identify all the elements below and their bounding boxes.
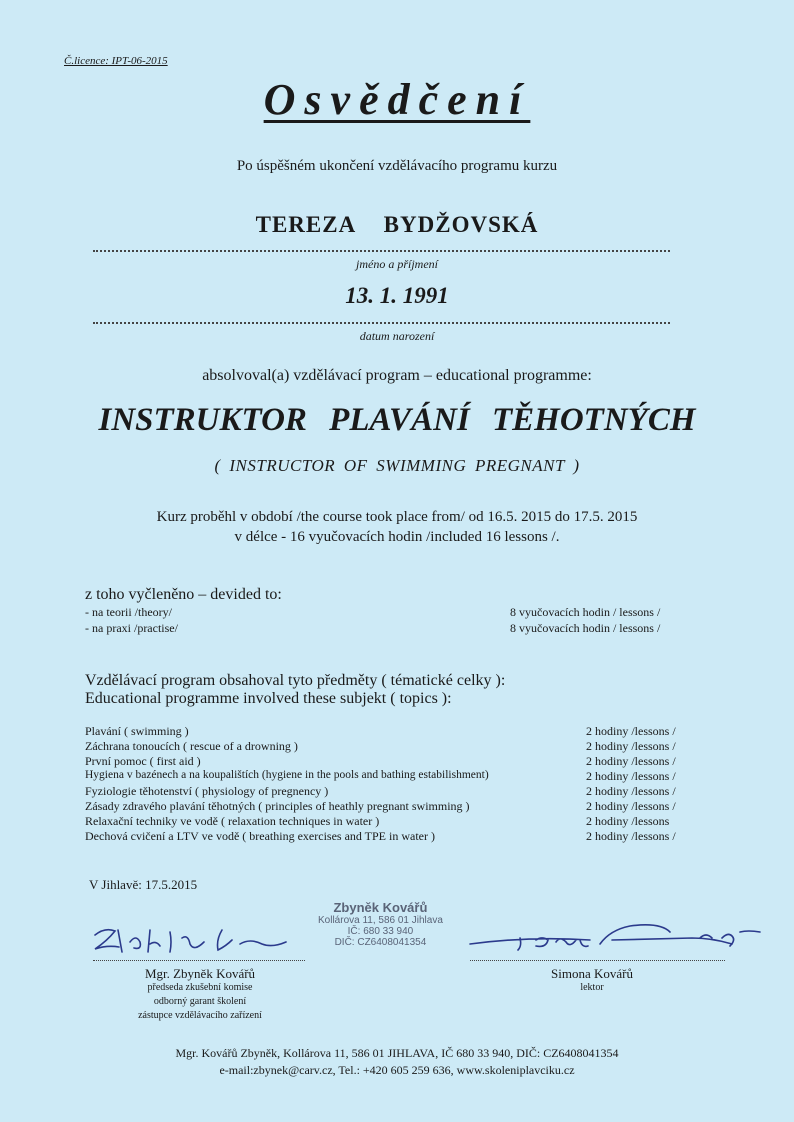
stamp-ic: IČ: 680 33 940 (347, 926, 414, 937)
right-signature-line (470, 960, 725, 961)
stamp-title: Zbyněk Kovářů (333, 900, 428, 915)
split-title: z toho vyčleněno – devided to: (85, 586, 282, 603)
licence-number: Č.licence: IPT-06-2015 (64, 55, 168, 67)
topic-hours: 2 hodiny /lessons (586, 814, 670, 828)
topic-item: Plavání ( swimming ) (85, 724, 189, 738)
right-signatory-role: lektor (580, 982, 604, 993)
left-signatory-name: Mgr. Zbyněk Kovářů (144, 966, 256, 981)
left-signatory-role: odborný garant školení (153, 996, 247, 1007)
topic-item: Záchrana tonoucích ( rescue of a drowning ) (85, 739, 298, 753)
topic-hours: 2 hodiny /lessons / (586, 754, 676, 768)
topic-hours: 2 hodiny /lessons / (586, 769, 676, 783)
stamp-dic: DIČ: CZ6408041354 (334, 937, 427, 948)
topic-item: První pomoc ( first aid ) (85, 754, 201, 768)
place-and-date: V Jihlavě: 17.5.2015 (89, 877, 198, 892)
right-signatory-name: Simona Kovářů (551, 966, 633, 981)
left-signatory-role: předseda zkušební komise (147, 982, 253, 993)
topic-item: Hygiena v bazénech a na koupalištích (hygiene in the pools and bathing estabilishment) (85, 769, 489, 781)
topic-item: Zásady zdravého plavání těhotných ( principles of heathly pregnant swimming ) (85, 799, 470, 813)
course-length: v délce - 16 vyučovacích hodin /included 16 lessons /. (234, 529, 560, 545)
topic-hours: 2 hodiny /lessons / (586, 799, 676, 813)
absolved-line: absolvoval(a) vzdělávací program – educational programme: (202, 367, 592, 384)
split-theory-value: 8 vyučovacích hodin / lessons / (510, 605, 661, 619)
program-title: INSTRUKTOR PLAVÁNÍ TĚHOTNÝCH (98, 402, 696, 438)
person-name: TEREZA BYDŽOVSKÁ (255, 212, 539, 237)
left-signatory-role: zástupce vzdělávacího zařízení (138, 1010, 262, 1021)
split-practice-value: 8 vyučovacích hodin / lessons / (510, 621, 661, 635)
topic-item: Dechová cvičení a LTV ve vodě ( breathing exercises and TPE in water ) (85, 829, 435, 843)
certificate-title: Osvědčení (263, 75, 531, 124)
right-signature (470, 925, 760, 950)
program-title-english: ( INSTRUCTOR OF SWIMMING PREGNANT ) (214, 456, 580, 475)
name-caption: jméno a příjmení (356, 257, 438, 271)
topic-hours: 2 hodiny /lessons / (586, 739, 676, 753)
topic-item: Fyziologie těhotenství ( physiology of pregnency ) (85, 784, 329, 798)
topic-hours: 2 hodiny /lessons / (586, 784, 676, 798)
intro-text: Po úspěšném ukončení vzdělávacího programu kurzu (236, 158, 558, 174)
birth-caption: datum narození (359, 329, 435, 343)
split-theory-label: - na teorii /theory/ (85, 605, 172, 619)
topics-heading-en: Educational programme involved these subjekt ( topics ): (85, 690, 452, 707)
topic-item: Relaxační techniky ve vodě ( relaxation techniques in water ) (85, 814, 380, 828)
topics-heading-cz: Vzdělávací program obsahoval tyto předměty ( tématické celky ): (85, 672, 506, 689)
birth-date: 13. 1. 1991 (345, 283, 449, 308)
left-signature-line (93, 960, 305, 961)
course-period: Kurz proběhl v období /the course took place from/ od 16.5. 2015 do 17.5. 2015 (156, 509, 638, 525)
footer-contact: e-mail:zbynek@carv.cz, Tel.: +420 605 259 636, www.skoleniplavciku.cz (219, 1063, 575, 1077)
split-practice-label: - na praxi /practise/ (85, 621, 178, 635)
topic-hours: 2 hodiny /lessons / (586, 829, 676, 843)
footer-address: Mgr. Kovářů Zbyněk, Kollárova 11, 586 01 JIHLAVA, IČ 680 33 940, DIČ: CZ6408041354 (175, 1046, 619, 1060)
stamp-address: Kollárova 11, 586 01 Jihlava (318, 915, 443, 926)
topic-hours: 2 hodiny /lessons / (586, 724, 676, 738)
left-signature (95, 930, 286, 952)
